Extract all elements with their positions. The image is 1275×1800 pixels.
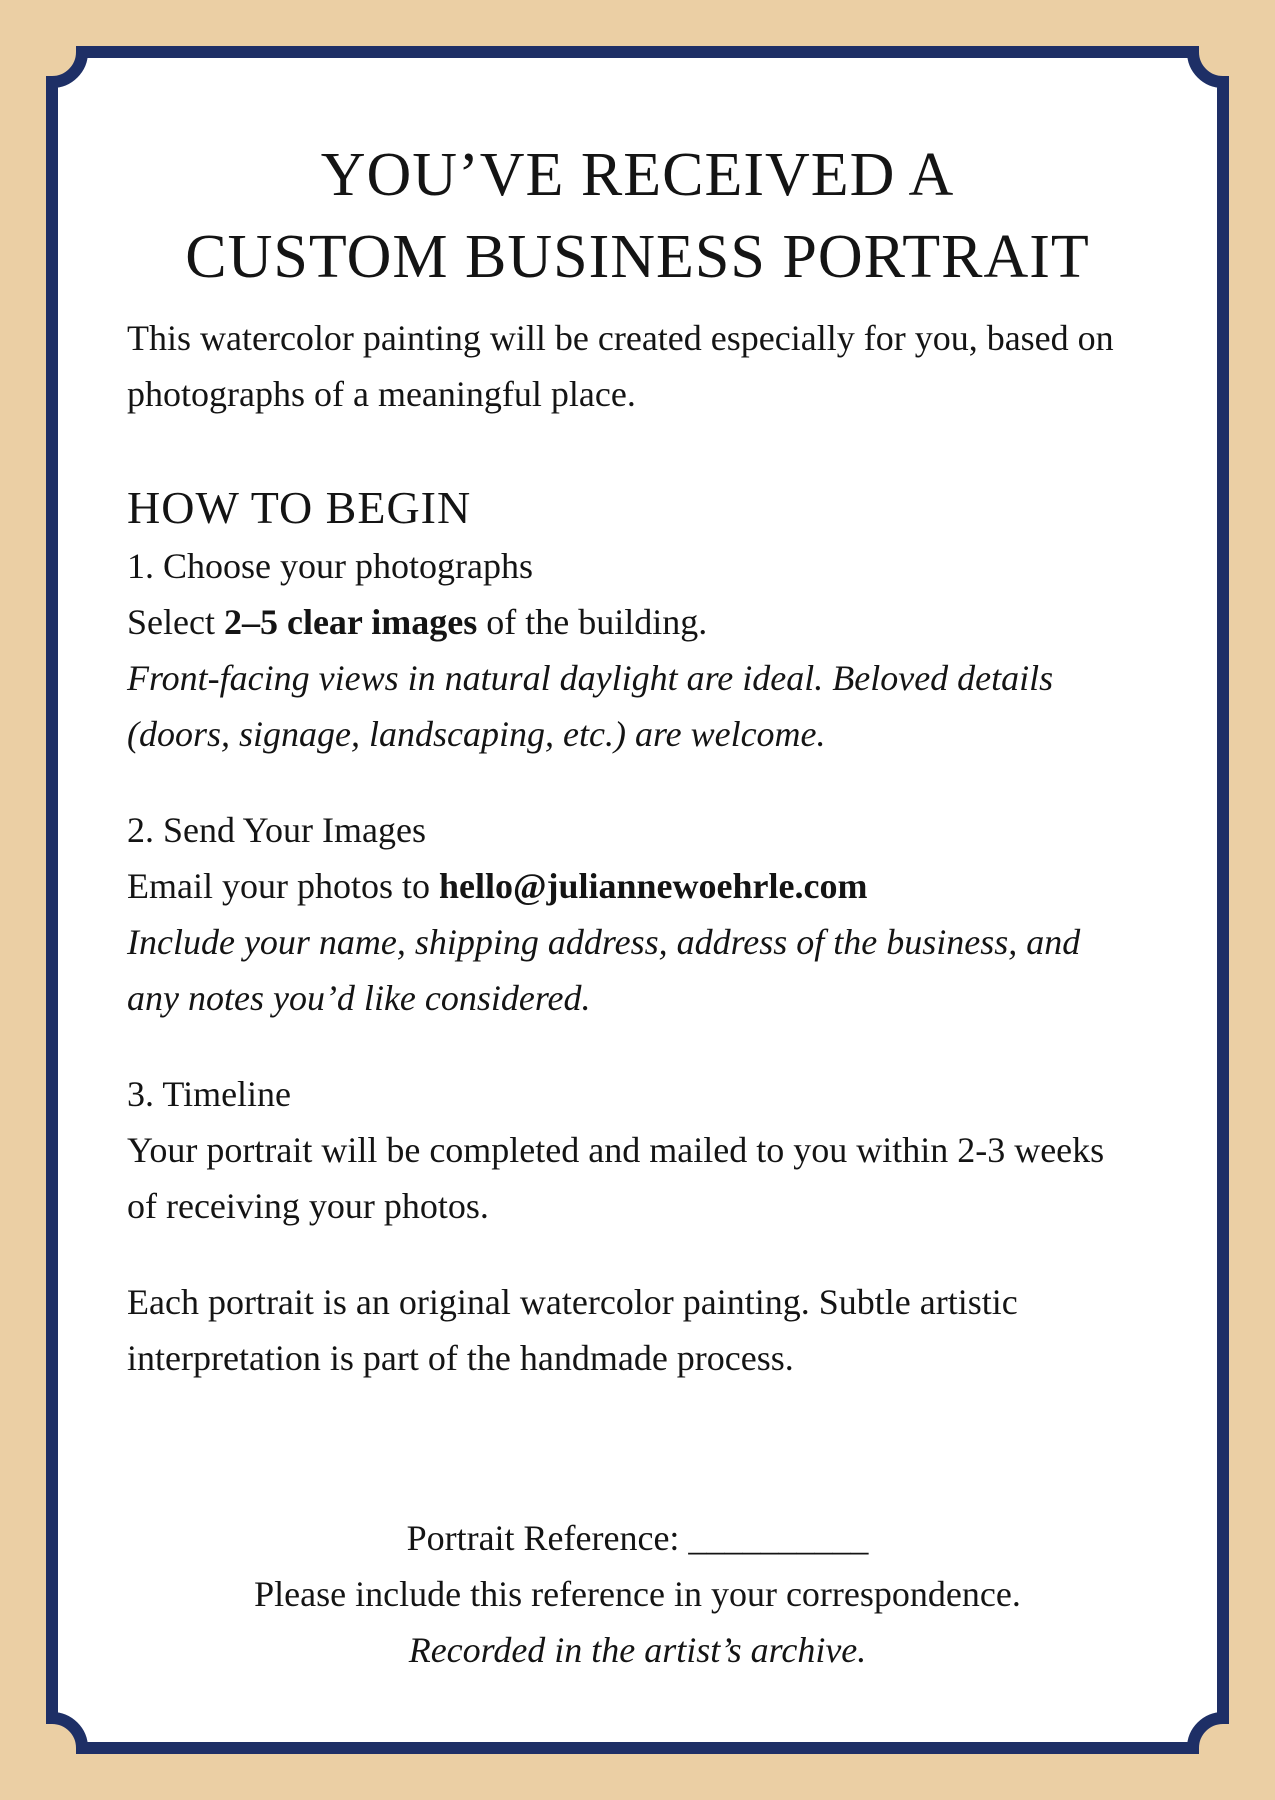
step-3-title: 3. Timeline — [127, 1074, 292, 1114]
disclaimer-text: Each portrait is an original watercolor painting. Subtle artistic interpretation is part of the handmade process. — [127, 1282, 1018, 1378]
portrait-reference: Portrait Reference: __________ — [406, 1518, 869, 1558]
page-title — [95, 134, 1180, 298]
how-to-begin-heading: HOW TO BEGIN — [127, 482, 472, 533]
footer — [95, 1510, 1180, 1678]
step-2-instruction: Email your photos to hello@juliannewoehrle.com — [127, 866, 868, 906]
title-line-2: CUSTOM BUSINESS PORTRAIT — [185, 223, 1090, 291]
step-2-note: Include your name, shipping address, address of the business, and any notes you’d like considered. — [127, 922, 1081, 1018]
portrait-card — [95, 70, 1180, 1725]
step-3 — [127, 1066, 1120, 1234]
reference-instruction: Please include this reference in your correspondence. — [254, 1574, 1021, 1614]
step-3-text: Your portrait will be completed and mailed to you within 2-3 weeks of receiving your photos. — [127, 1130, 1105, 1226]
title-line-1: YOU’VE RECEIVED A — [320, 141, 955, 209]
archive-note: Recorded in the artist’s archive. — [408, 1630, 867, 1670]
step-1-instruction: Select 2–5 clear images of the building. — [127, 602, 708, 642]
card-content — [127, 310, 1120, 1386]
step-1-title: 1. Choose your photographs — [127, 546, 533, 586]
image-count: 2–5 clear images — [223, 602, 478, 642]
step-2-title: 2. Send Your Images — [127, 810, 427, 850]
intro-text: This watercolor painting will be created especially for you, based on photographs of a meaningful place. — [127, 318, 1114, 414]
step-2 — [127, 802, 1120, 1026]
email-address: hello@juliannewoehrle.com — [438, 866, 868, 906]
step-1-note: Front-facing views in natural daylight are ideal. Beloved details (doors, signage, landscaping, etc.) are welcome. — [127, 658, 1054, 754]
step-1 — [127, 538, 1120, 762]
